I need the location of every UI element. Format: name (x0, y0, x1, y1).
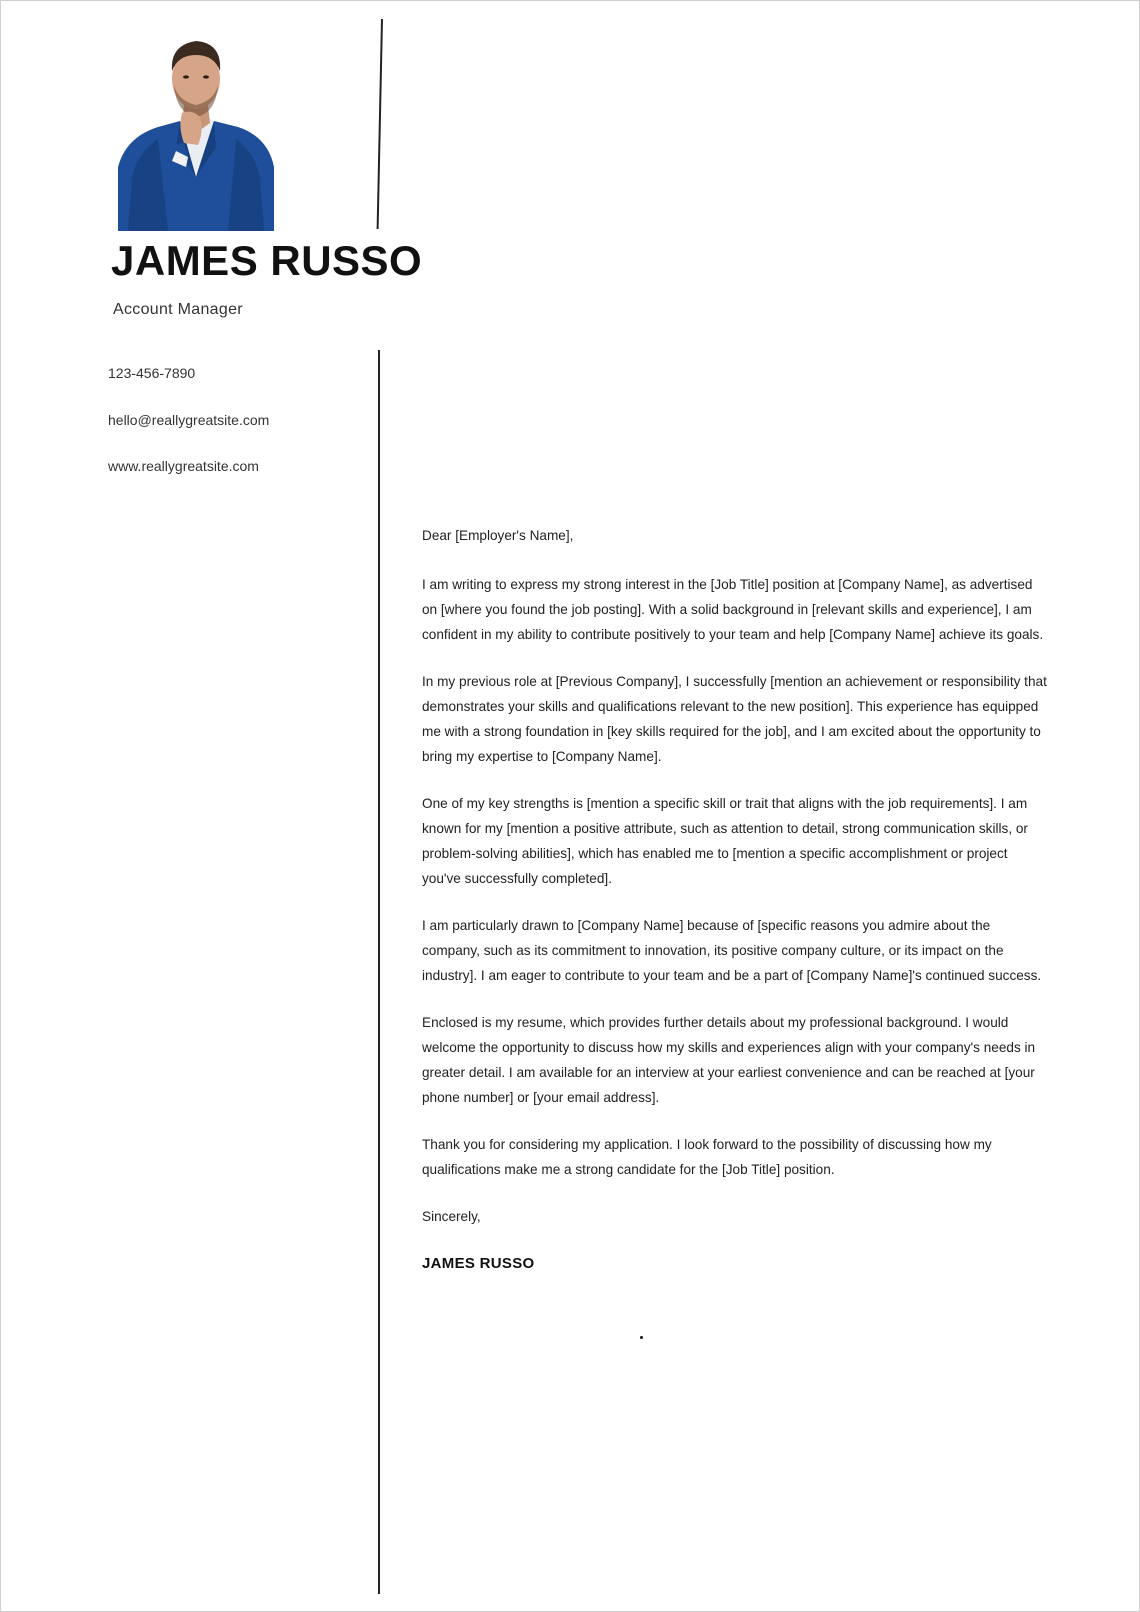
profile-photo (118, 27, 274, 231)
letter-paragraph: One of my key strengths is [mention a specific skill or trait that aligns with the job requirements]. I am known for my [mention a positive attribute, such as attention to detail, strong communication skills, or problem-solving abilities], which has enabled me to [mention a specific accomplishment or project you've successfully completed]. (422, 796, 1028, 886)
applicant-job-title: Account Manager (113, 301, 243, 318)
letter-paragraph: I am particularly drawn to [Company Name] because of [specific reasons you admire about the company, such as its commitment to innovation, its positive company culture, or its impact on the industry]. I am eager to contribute to your team and be a part of [Company Name]'s continued success. (422, 918, 1042, 983)
letter-closing: Sincerely, (422, 1209, 481, 1224)
letter-paragraph: Thank you for considering my application. I look forward to the possibility of discussing how my qualifications make me a strong candidate for the [Job Title] position. (422, 1137, 992, 1177)
letter-paragraph: I am writing to express my strong interest in the [Job Title] position at [Company Name], as advertised on [where you found the job posting]. With a solid background in [relevant skills and experience], I am confident in my ability to contribute positively to your team and help [Company Name] achieve its goals. (422, 577, 1044, 642)
top-vertical-divider (377, 19, 383, 229)
contact-email: hello@reallygreatsite.com (108, 412, 270, 428)
letter-greeting: Dear [Employer's Name], (422, 528, 574, 543)
contact-website: www.reallygreatsite.com (108, 458, 259, 474)
letter-paragraph: In my previous role at [Previous Company], I successfully [mention an achievement or responsibility that demonstrates your skills and qualifications relevant to the new position]. This experience has equipped me with a strong foundation in [key skills required for the job], and I am excited about the opportunity to bring my expertise to [Company Name]. (422, 674, 1047, 764)
applicant-name: JAMES RUSSO (111, 237, 423, 284)
main-vertical-divider (378, 350, 380, 1594)
letter-paragraph: Enclosed is my resume, which provides further details about my professional background. I would welcome the opportunity to discuss how my skills and experiences align with your company's needs in greater detail. I am available for an interview at your earliest convenience and can be reached at [your phone number] or [your email address]. (422, 1015, 1036, 1105)
contact-phone: 123-456-7890 (108, 365, 196, 381)
stray-dot (640, 1336, 643, 1339)
letter-signature: JAMES RUSSO (422, 1255, 535, 1272)
cover-letter-body (422, 523, 1047, 1276)
